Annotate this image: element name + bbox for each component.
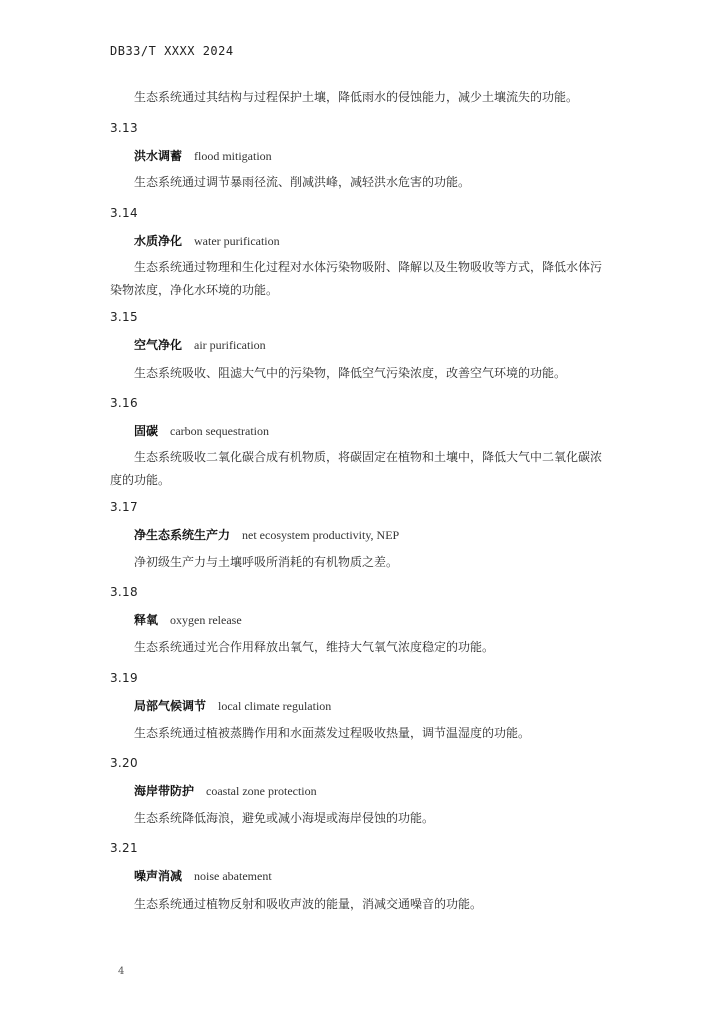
term-definition: 生态系统通过光合作用释放出氧气，维持大气氧气浓度稳定的功能。: [134, 640, 495, 654]
term-definition: 生态系统通过调节暴雨径流、削减洪峰，减轻洪水危害的功能。: [134, 175, 471, 189]
term-definition: 生态系统通过植被蒸腾作用和水面蒸发过程吸收热量，调节温湿度的功能。: [134, 726, 531, 740]
term-heading: [134, 147, 272, 164]
term-chinese: 局部气候调节: [134, 699, 207, 713]
term-definition: 生态系统吸收二氧化碳合成有机物质，将碳固定在植物和土壤中，降低大气中二氧化碳浓度的功能。: [110, 450, 603, 487]
term-chinese: 水质净化: [134, 234, 183, 248]
term-chinese: 噪声消减: [134, 869, 183, 883]
section-number: 3.14: [110, 206, 138, 220]
section-number: 3.13: [110, 121, 138, 135]
term-definition: 生态系统降低海浪，避免或减小海堤或海岸侵蚀的功能。: [134, 811, 435, 825]
term-definition: 生态系统通过物理和生化过程对水体污染物吸附、降解以及生物吸收等方式，降低水体污染物浓度，净化水环境的功能。: [110, 260, 603, 297]
section-number: 3.17: [110, 500, 138, 514]
term-heading: [134, 782, 317, 799]
term-english: coastal zone protection: [206, 784, 317, 798]
term-english: water purification: [194, 234, 280, 248]
term-english: carbon sequestration: [170, 424, 269, 438]
term-english: local climate regulation: [218, 699, 332, 713]
term-chinese: 释氧: [134, 613, 159, 627]
document-code-header: DB33/T XXXX 2024: [110, 44, 234, 58]
term-english: net ecosystem productivity, NEP: [242, 528, 400, 542]
term-chinese: 净生态系统生产力: [134, 528, 231, 542]
term-chinese: 固碳: [134, 424, 159, 438]
section-number: 3.19: [110, 671, 138, 685]
term-heading: [134, 526, 399, 543]
term-heading: [134, 611, 242, 628]
term-chinese: 空气净化: [134, 338, 183, 352]
term-heading: [134, 422, 269, 439]
term-english: oxygen release: [170, 613, 242, 627]
term-chinese: 洪水调蓄: [134, 149, 183, 163]
term-chinese: 海岸带防护: [134, 784, 195, 798]
section-number: 3.21: [110, 841, 138, 855]
term-heading: [134, 867, 272, 884]
term-english: air purification: [194, 338, 266, 352]
section-number: 3.15: [110, 310, 138, 324]
term-heading: [134, 697, 331, 714]
section-number: 3.20: [110, 756, 138, 770]
section-number: 3.16: [110, 396, 138, 410]
term-heading: [134, 336, 266, 353]
term-definition: 净初级生产力与土壤呼吸所消耗的有机物质之差。: [134, 555, 399, 569]
term-english: flood mitigation: [194, 149, 272, 163]
term-definition: 生态系统通过植物反射和吸收声波的能量，消减交通噪音的功能。: [134, 897, 483, 911]
section-number: 3.18: [110, 585, 138, 599]
page-number: 4: [118, 966, 125, 977]
intro-definition: 生态系统通过其结构与过程保护土壤，降低雨水的侵蚀能力，减少土壤流失的功能。: [134, 90, 579, 104]
term-definition: 生态系统吸收、阻滤大气中的污染物，降低空气污染浓度，改善空气环境的功能。: [134, 366, 567, 380]
term-english: noise abatement: [194, 869, 272, 883]
term-heading: [134, 232, 280, 249]
